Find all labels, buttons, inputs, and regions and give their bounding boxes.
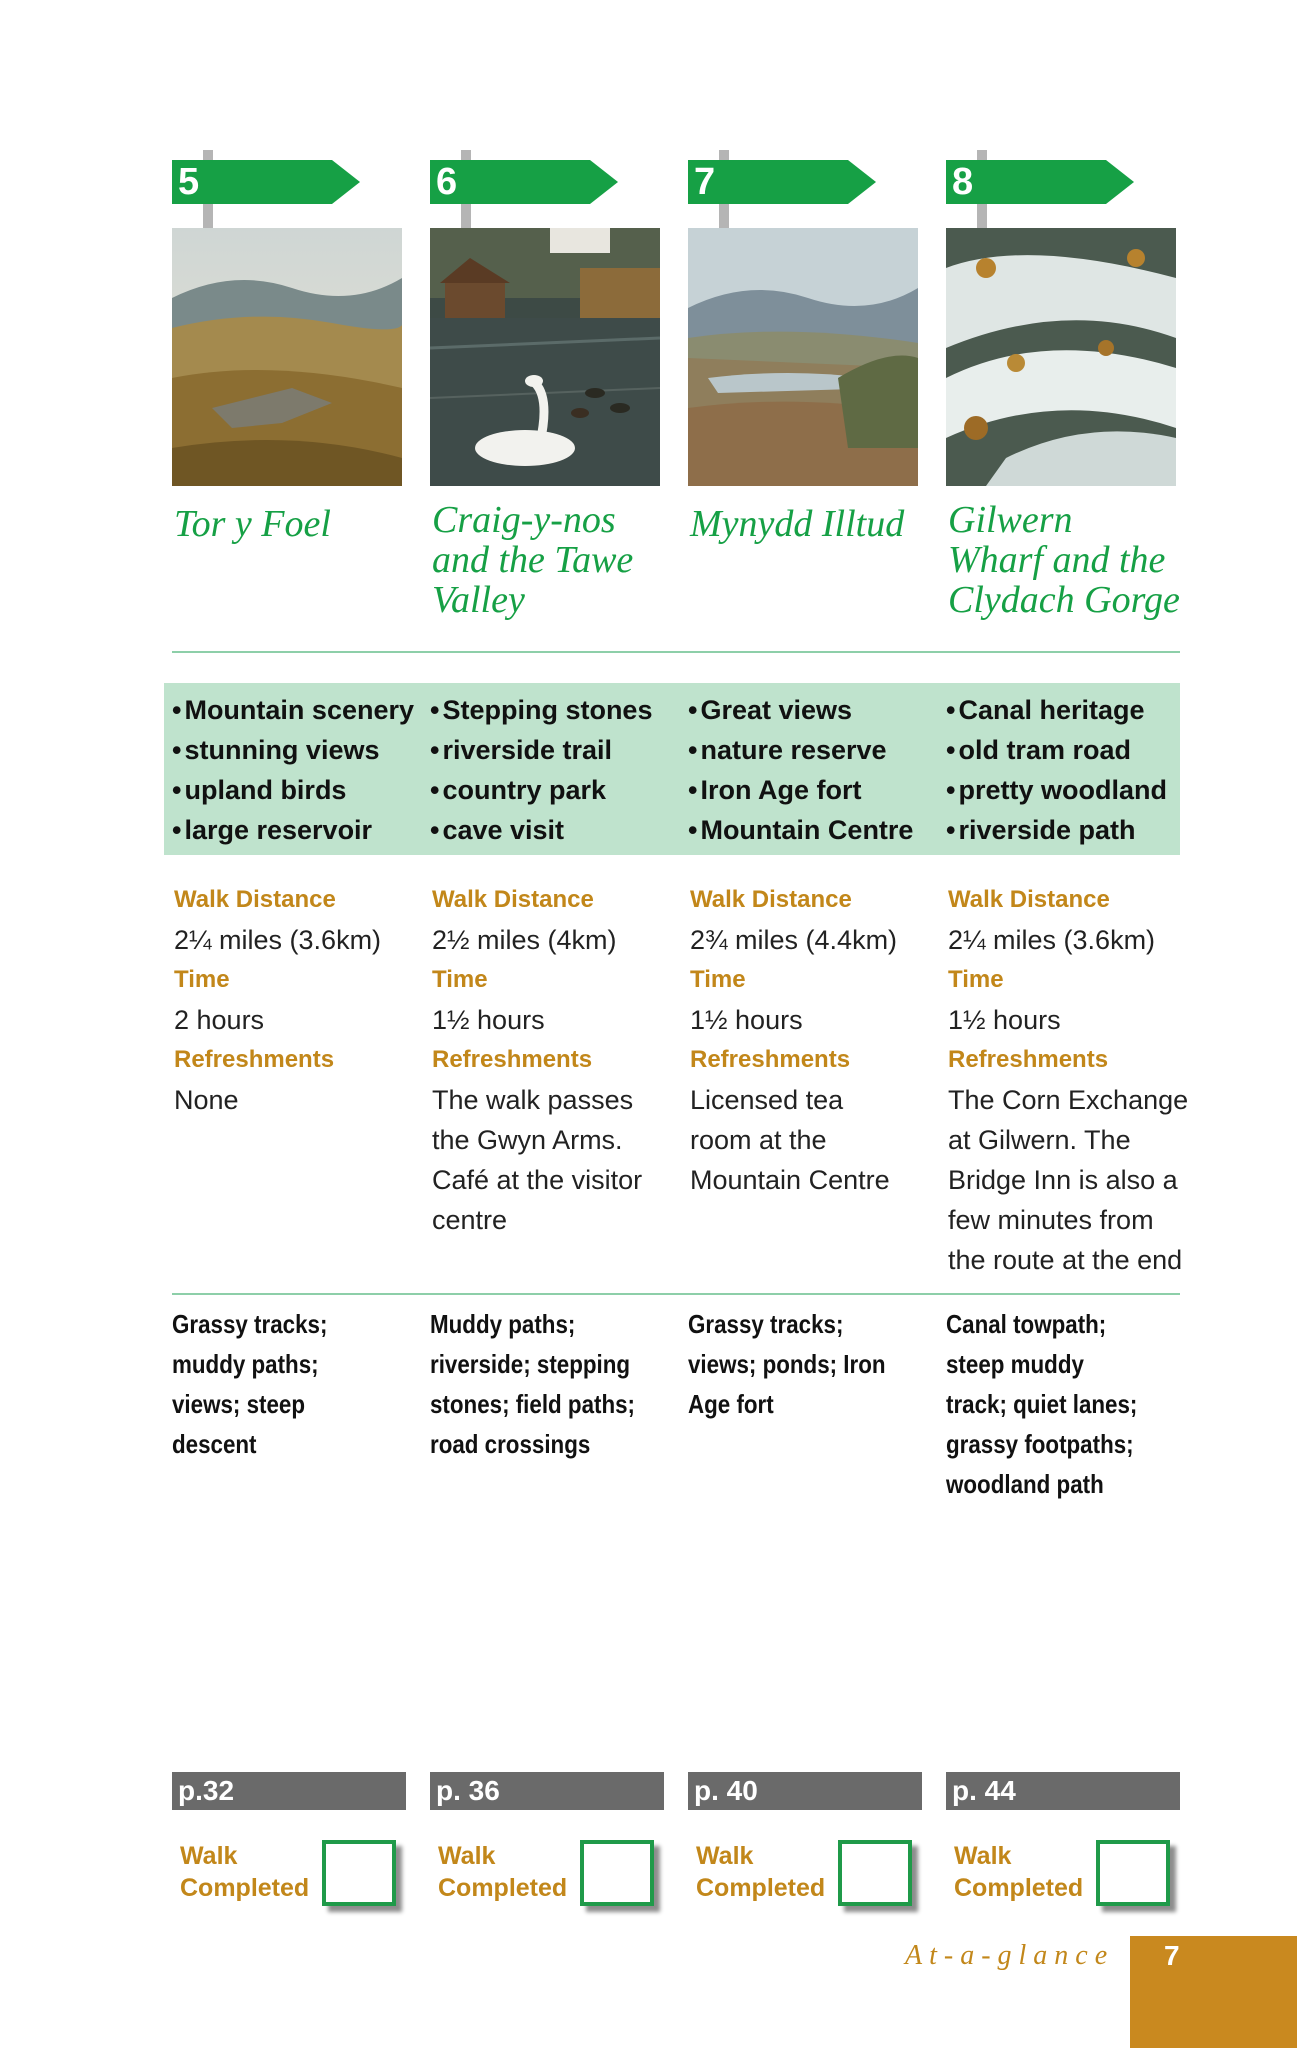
refreshments-line: centre (432, 1205, 508, 1235)
wc-line: Walk (954, 1842, 1012, 1870)
feature-item: • upland birds (172, 770, 432, 810)
distance-value: 2¾ miles (4.4km) (690, 925, 898, 955)
title-line: Clydach Gorge (948, 579, 1180, 621)
feature-item: • nature reserve (688, 730, 948, 770)
refreshments-line: Licensed tea (690, 1085, 844, 1115)
terrain-line: Age fort (688, 1389, 774, 1419)
terrain-line: riverside; stepping (430, 1349, 631, 1379)
refreshments-line: Café at the visitor (432, 1165, 643, 1195)
feature-item: • large reservoir (172, 810, 432, 850)
refreshments-line: The walk passes (432, 1085, 634, 1115)
feature-list (946, 690, 1206, 850)
time-value: 1½ hours (948, 1005, 1061, 1035)
title-line: Craig-y-nos (432, 499, 616, 541)
feature-list (430, 690, 690, 850)
wc-line: Walk (180, 1842, 238, 1870)
terrain-line: Grassy tracks; (688, 1309, 844, 1339)
refreshments-line: room at the (690, 1125, 827, 1155)
page-reference-label: p. 40 (694, 1775, 758, 1806)
page-number-tab (1130, 1936, 1297, 2048)
terrain-line: steep muddy (946, 1349, 1084, 1379)
walk-number-sign (946, 160, 1134, 204)
feature-item: • cave visit (430, 810, 690, 850)
wc-line: Completed (954, 1874, 1084, 1902)
page-reference[interactable] (172, 1772, 406, 1810)
title-line: Wharf and the (948, 539, 1166, 581)
walk-number: 6 (436, 161, 458, 203)
walk-photo (172, 228, 402, 486)
terrain-line: road crossings (430, 1429, 591, 1459)
walk-number: 5 (178, 161, 200, 203)
terrain-line: muddy paths; (172, 1349, 319, 1379)
walk-column-6 (430, 0, 670, 2048)
title-line: Valley (432, 579, 525, 621)
feature-item: • stunning views (172, 730, 432, 770)
time-value: 1½ hours (432, 1005, 545, 1035)
terrain-line: views; ponds; Iron (688, 1349, 886, 1379)
terrain-line: woodland path (946, 1469, 1104, 1499)
walk-photo (946, 228, 1176, 486)
refreshments-label: Refreshments (432, 1046, 593, 1073)
page-reference[interactable] (430, 1772, 664, 1810)
walk-info (690, 880, 950, 1200)
walk-completed-label (180, 1840, 309, 1904)
refreshments-label: Refreshments (174, 1046, 335, 1073)
feature-item: • old tram road (946, 730, 1206, 770)
walk-completed-label (438, 1840, 567, 1904)
walk-title (174, 500, 414, 548)
walk-number-sign (172, 160, 360, 204)
feature-item: • Great views (688, 690, 948, 730)
feature-item: • Mountain scenery (172, 690, 432, 730)
terrain-line: Canal towpath; (946, 1309, 1107, 1339)
title-line: and the Tawe (432, 539, 634, 581)
distance-label: Walk Distance (174, 886, 336, 913)
walk-info (174, 880, 434, 1120)
title-line: Mynydd Illtud (690, 503, 905, 545)
page-reference[interactable] (946, 1772, 1180, 1810)
wc-line: Completed (180, 1874, 310, 1902)
terrain-line: grassy footpaths; (946, 1429, 1134, 1459)
terrain-line: stones; field paths; (430, 1389, 635, 1419)
title-line: Tor y Foel (174, 503, 331, 545)
walk-completed-checkbox[interactable] (580, 1840, 654, 1906)
refreshments-line: the Gwyn Arms. (432, 1125, 623, 1155)
feature-list (172, 690, 432, 850)
page-reference-label: p.32 (178, 1775, 235, 1806)
distance-value: 2½ miles (4km) (432, 925, 617, 955)
page-number: 7 (1164, 1940, 1180, 1971)
walk-column-7 (688, 0, 928, 2048)
terrain-line: Grassy tracks; (172, 1309, 328, 1339)
refreshments-line: at Gilwern. The (948, 1125, 1131, 1155)
walk-completed-checkbox[interactable] (322, 1840, 396, 1906)
walk-column-8 (946, 0, 1189, 2048)
distance-value: 2¼ miles (3.6km) (174, 925, 382, 955)
wc-line: Completed (696, 1874, 826, 1902)
walk-number: 8 (952, 161, 974, 203)
walk-column-5 (172, 0, 415, 2048)
terrain-line: views; steep (172, 1389, 305, 1419)
feature-item: • country park (430, 770, 690, 810)
refreshments-label: Refreshments (690, 1046, 851, 1073)
refreshments-line: The Corn Exchange (948, 1085, 1189, 1115)
feature-item: • Mountain Centre (688, 810, 948, 850)
walk-info (432, 880, 692, 1240)
terrain-description (946, 1304, 1195, 1504)
wc-line: Completed (438, 1874, 568, 1902)
distance-value: 2¼ miles (3.6km) (948, 925, 1156, 955)
feature-list (688, 690, 948, 850)
walk-title (948, 500, 1188, 620)
title-line: Gilwern (948, 499, 1073, 541)
section-title: At-a-glance (905, 1940, 1115, 1971)
feature-item: • pretty woodland (946, 770, 1206, 810)
refreshments-label: Refreshments (948, 1046, 1109, 1073)
distance-label: Walk Distance (432, 886, 594, 913)
feature-item: • Stepping stones (430, 690, 690, 730)
refreshments-line: few minutes from (948, 1205, 1154, 1235)
time-value: 1½ hours (690, 1005, 803, 1035)
terrain-description (688, 1304, 937, 1424)
feature-item: • Iron Age fort (688, 770, 948, 810)
time-value: 2 hours (174, 1005, 265, 1035)
walk-number-sign (430, 160, 618, 204)
terrain-line: track; quiet lanes; (946, 1389, 1138, 1419)
walk-title (432, 500, 672, 620)
walk-photo (430, 228, 660, 486)
time-label: Time (174, 966, 230, 993)
feature-item: • Canal heritage (946, 690, 1206, 730)
terrain-line: descent (172, 1429, 257, 1459)
walk-number-sign (688, 160, 876, 204)
feature-item: • riverside path (946, 810, 1206, 850)
wc-line: Walk (438, 1842, 496, 1870)
refreshments-line: the route at the end (948, 1245, 1183, 1275)
time-label: Time (432, 966, 488, 993)
terrain-description (172, 1304, 421, 1464)
walk-completed-checkbox[interactable] (1096, 1840, 1170, 1906)
terrain-line: Muddy paths; (430, 1309, 576, 1339)
page-reference-label: p. 44 (952, 1775, 1016, 1806)
walk-title (690, 500, 930, 548)
feature-item: • riverside trail (430, 730, 690, 770)
refreshments-line: None (174, 1085, 239, 1115)
page-reference[interactable] (688, 1772, 922, 1810)
walk-number: 7 (694, 161, 716, 203)
distance-label: Walk Distance (690, 886, 852, 913)
distance-label: Walk Distance (948, 886, 1110, 913)
walk-completed-label (954, 1840, 1083, 1904)
terrain-description (430, 1304, 679, 1464)
walk-completed-checkbox[interactable] (838, 1840, 912, 1906)
refreshments-line: Mountain Centre (690, 1165, 890, 1195)
walk-info (948, 880, 1208, 1280)
walk-photo (688, 228, 918, 486)
page-reference-label: p. 36 (436, 1775, 500, 1806)
refreshments-line: Bridge Inn is also a (948, 1165, 1178, 1195)
walk-completed-label (696, 1840, 825, 1904)
wc-line: Walk (696, 1842, 754, 1870)
time-label: Time (948, 966, 1004, 993)
time-label: Time (690, 966, 746, 993)
